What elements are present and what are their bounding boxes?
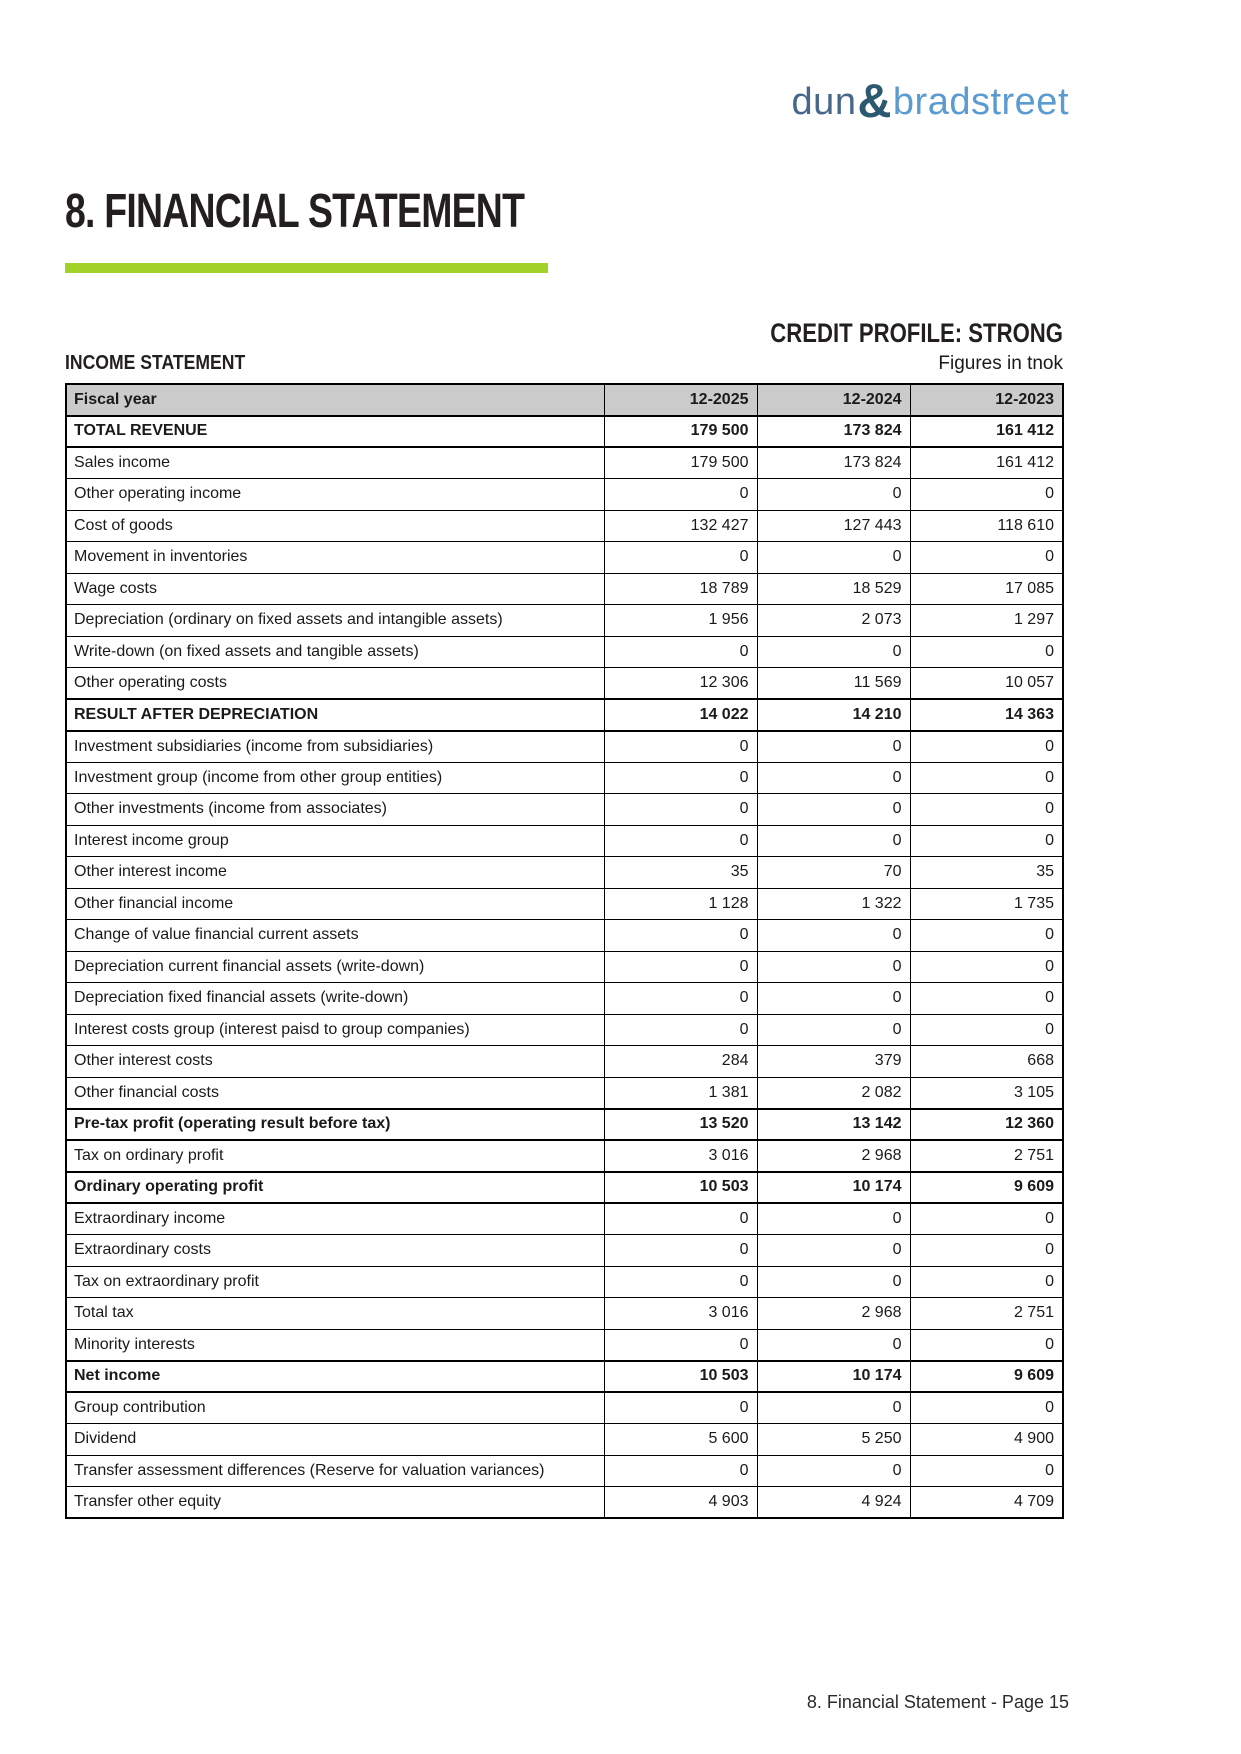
- table-row: [66, 1487, 1063, 1519]
- row-label: RESULT AFTER DEPRECIATION: [66, 699, 604, 731]
- row-value: 0: [757, 542, 910, 574]
- row-value: 118 610: [910, 510, 1063, 542]
- row-value: 0: [604, 762, 757, 794]
- row-label: Change of value financial current assets: [66, 920, 604, 952]
- row-value: 173 824: [757, 447, 910, 479]
- row-label: Group contribution: [66, 1392, 604, 1424]
- table-row: [66, 1455, 1063, 1487]
- row-value: 35: [910, 857, 1063, 889]
- row-value: 1 128: [604, 888, 757, 920]
- row-value: 179 500: [604, 416, 757, 448]
- table-row: [66, 510, 1063, 542]
- row-value: 0: [757, 983, 910, 1015]
- row-value: 0: [604, 951, 757, 983]
- row-value: 1 297: [910, 605, 1063, 637]
- row-label: Other interest income: [66, 857, 604, 889]
- row-value: 0: [604, 1266, 757, 1298]
- row-value: 0: [910, 951, 1063, 983]
- row-value: 179 500: [604, 447, 757, 479]
- table-row: [66, 1046, 1063, 1078]
- income-statement-table: [65, 383, 1064, 1519]
- row-value: 9 609: [910, 1172, 1063, 1204]
- row-value: 4 924: [757, 1487, 910, 1519]
- table-row: [66, 1203, 1063, 1235]
- row-value: 0: [604, 1235, 757, 1267]
- table-row: [66, 794, 1063, 826]
- row-value: 0: [757, 794, 910, 826]
- row-value: 3 016: [604, 1298, 757, 1330]
- row-value: 0: [910, 794, 1063, 826]
- row-value: 0: [757, 1455, 910, 1487]
- row-label: Other financial costs: [66, 1077, 604, 1109]
- row-value: 0: [604, 920, 757, 952]
- page-title: 8. FINANCIAL STATEMENT: [65, 185, 525, 238]
- dnb-logo: [792, 70, 1069, 125]
- row-value: 1 735: [910, 888, 1063, 920]
- row-value: 2 073: [757, 605, 910, 637]
- column-header-fiscal-year: Fiscal year: [66, 384, 604, 416]
- table-row: [66, 1329, 1063, 1361]
- table-row: [66, 416, 1063, 448]
- row-value: 0: [604, 1329, 757, 1361]
- figures-unit-note: Figures in tnok: [938, 353, 1063, 374]
- title-accent-bar: [65, 263, 548, 273]
- row-value: 0: [757, 636, 910, 668]
- row-value: 3 016: [604, 1140, 757, 1172]
- row-value: 3 105: [910, 1077, 1063, 1109]
- row-label: Other investments (income from associates): [66, 794, 604, 826]
- row-value: 12 306: [604, 668, 757, 700]
- row-value: 0: [910, 731, 1063, 763]
- table-row: [66, 888, 1063, 920]
- row-label: Extraordinary costs: [66, 1235, 604, 1267]
- row-value: 70: [757, 857, 910, 889]
- row-value: 2 751: [910, 1140, 1063, 1172]
- row-value: 0: [604, 1392, 757, 1424]
- table-header-row: [66, 384, 1063, 416]
- row-label: Movement in inventories: [66, 542, 604, 574]
- row-value: 0: [910, 983, 1063, 1015]
- table-row: [66, 983, 1063, 1015]
- row-value: 0: [604, 1203, 757, 1235]
- row-value: 0: [910, 542, 1063, 574]
- row-value: 14 022: [604, 699, 757, 731]
- table-row: [66, 1014, 1063, 1046]
- row-value: 35: [604, 857, 757, 889]
- table-row: [66, 573, 1063, 605]
- table-row: [66, 1298, 1063, 1330]
- row-value: 161 412: [910, 416, 1063, 448]
- row-label: Depreciation current financial assets (write-down): [66, 951, 604, 983]
- row-value: 0: [604, 983, 757, 1015]
- row-label: Wage costs: [66, 573, 604, 605]
- row-label: Depreciation (ordinary on fixed assets and intangible assets): [66, 605, 604, 637]
- row-value: 1 956: [604, 605, 757, 637]
- row-label: Other operating income: [66, 479, 604, 511]
- row-value: 14 363: [910, 699, 1063, 731]
- row-value: 0: [757, 479, 910, 511]
- column-header-year-2023: 12-2023: [910, 384, 1063, 416]
- row-label: Net income: [66, 1361, 604, 1393]
- table-row: [66, 1109, 1063, 1141]
- row-value: 14 210: [757, 699, 910, 731]
- table-row: [66, 951, 1063, 983]
- row-value: 668: [910, 1046, 1063, 1078]
- row-label: Sales income: [66, 447, 604, 479]
- logo-text-bradstreet: bradstreet: [892, 81, 1069, 123]
- row-label: Investment subsidiaries (income from subsidiaries): [66, 731, 604, 763]
- table-row: [66, 542, 1063, 574]
- row-label: Depreciation fixed financial assets (write-down): [66, 983, 604, 1015]
- row-value: 0: [757, 1235, 910, 1267]
- row-value: 0: [604, 636, 757, 668]
- row-label: Minority interests: [66, 1329, 604, 1361]
- row-label: Cost of goods: [66, 510, 604, 542]
- row-value: 0: [910, 636, 1063, 668]
- row-value: 0: [910, 1014, 1063, 1046]
- table-body: [66, 416, 1063, 1519]
- row-value: 0: [604, 825, 757, 857]
- row-value: 379: [757, 1046, 910, 1078]
- table-row: [66, 1140, 1063, 1172]
- row-value: 0: [757, 951, 910, 983]
- column-header-year-2025: 12-2025: [604, 384, 757, 416]
- row-value: 1 322: [757, 888, 910, 920]
- row-value: 132 427: [604, 510, 757, 542]
- row-value: 284: [604, 1046, 757, 1078]
- table-row: [66, 447, 1063, 479]
- row-label: Other financial income: [66, 888, 604, 920]
- row-value: 0: [757, 1266, 910, 1298]
- table-row: [66, 920, 1063, 952]
- table-row: [66, 1172, 1063, 1204]
- row-value: 13 142: [757, 1109, 910, 1141]
- row-value: 0: [604, 1455, 757, 1487]
- table-row: [66, 1266, 1063, 1298]
- row-value: 4 903: [604, 1487, 757, 1519]
- row-label: Investment group (income from other group entities): [66, 762, 604, 794]
- row-value: 0: [604, 1014, 757, 1046]
- row-label: Interest costs group (interest paisd to group companies): [66, 1014, 604, 1046]
- row-value: 0: [757, 1014, 910, 1046]
- income-statement-heading: INCOME STATEMENT: [65, 352, 246, 374]
- row-value: 1 381: [604, 1077, 757, 1109]
- row-value: 0: [910, 1329, 1063, 1361]
- row-value: 127 443: [757, 510, 910, 542]
- row-value: 2 968: [757, 1140, 910, 1172]
- row-label: Transfer assessment differences (Reserve for valuation variances): [66, 1455, 604, 1487]
- table-row: [66, 1392, 1063, 1424]
- row-value: 18 789: [604, 573, 757, 605]
- table-row: [66, 1361, 1063, 1393]
- row-value: 4 900: [910, 1424, 1063, 1456]
- row-value: 0: [910, 1266, 1063, 1298]
- row-value: 0: [757, 1329, 910, 1361]
- row-label: Pre-tax profit (operating result before tax): [66, 1109, 604, 1141]
- table-row: [66, 1077, 1063, 1109]
- table-row: [66, 1235, 1063, 1267]
- table-row: [66, 699, 1063, 731]
- row-value: 0: [757, 731, 910, 763]
- row-value: 0: [757, 920, 910, 952]
- row-label: Tax on ordinary profit: [66, 1140, 604, 1172]
- row-label: Ordinary operating profit: [66, 1172, 604, 1204]
- row-label: Other interest costs: [66, 1046, 604, 1078]
- table-row: [66, 825, 1063, 857]
- table-row: [66, 731, 1063, 763]
- row-value: 10 174: [757, 1361, 910, 1393]
- row-value: 0: [604, 731, 757, 763]
- row-value: 10 503: [604, 1172, 757, 1204]
- row-value: 4 709: [910, 1487, 1063, 1519]
- row-label: Other operating costs: [66, 668, 604, 700]
- row-value: 11 569: [757, 668, 910, 700]
- row-value: 0: [910, 825, 1063, 857]
- row-label: Tax on extraordinary profit: [66, 1266, 604, 1298]
- page-footer: 8. Financial Statement - Page 15: [806, 1692, 1069, 1712]
- credit-profile-heading: CREDIT PROFILE: STRONG: [770, 318, 1063, 348]
- row-value: 0: [604, 794, 757, 826]
- row-value: 10 503: [604, 1361, 757, 1393]
- table-row: [66, 1424, 1063, 1456]
- row-value: 0: [910, 1203, 1063, 1235]
- table-row: [66, 605, 1063, 637]
- row-value: 18 529: [757, 573, 910, 605]
- row-label: Interest income group: [66, 825, 604, 857]
- row-label: TOTAL REVENUE: [66, 416, 604, 448]
- row-value: 9 609: [910, 1361, 1063, 1393]
- row-value: 5 600: [604, 1424, 757, 1456]
- row-value: 2 082: [757, 1077, 910, 1109]
- row-label: Total tax: [66, 1298, 604, 1330]
- row-value: 0: [757, 762, 910, 794]
- row-value: 0: [757, 1392, 910, 1424]
- row-value: 173 824: [757, 416, 910, 448]
- row-value: 0: [757, 825, 910, 857]
- row-value: 10 174: [757, 1172, 910, 1204]
- table-row: [66, 479, 1063, 511]
- row-value: 0: [604, 479, 757, 511]
- row-value: 0: [604, 542, 757, 574]
- row-value: 0: [910, 920, 1063, 952]
- row-label: Transfer other equity: [66, 1487, 604, 1519]
- table-row: [66, 857, 1063, 889]
- row-value: 0: [757, 1203, 910, 1235]
- row-value: 0: [910, 479, 1063, 511]
- table-row: [66, 762, 1063, 794]
- row-value: 0: [910, 1455, 1063, 1487]
- table-row: [66, 636, 1063, 668]
- row-value: 0: [910, 762, 1063, 794]
- row-value: 12 360: [910, 1109, 1063, 1141]
- row-value: 2 968: [757, 1298, 910, 1330]
- row-value: 2 751: [910, 1298, 1063, 1330]
- row-label: Write-down (on fixed assets and tangible assets): [66, 636, 604, 668]
- row-value: 17 085: [910, 573, 1063, 605]
- row-value: 13 520: [604, 1109, 757, 1141]
- table-meta-row: [65, 352, 1063, 375]
- row-label: Dividend: [66, 1424, 604, 1456]
- row-label: Extraordinary income: [66, 1203, 604, 1235]
- logo-ampersand-icon: &: [857, 74, 892, 127]
- row-value: 0: [910, 1392, 1063, 1424]
- table-row: [66, 668, 1063, 700]
- row-value: 10 057: [910, 668, 1063, 700]
- row-value: 161 412: [910, 447, 1063, 479]
- row-value: 0: [910, 1235, 1063, 1267]
- row-value: 5 250: [757, 1424, 910, 1456]
- logo-text-dun: dun: [791, 81, 857, 123]
- column-header-year-2024: 12-2024: [757, 384, 910, 416]
